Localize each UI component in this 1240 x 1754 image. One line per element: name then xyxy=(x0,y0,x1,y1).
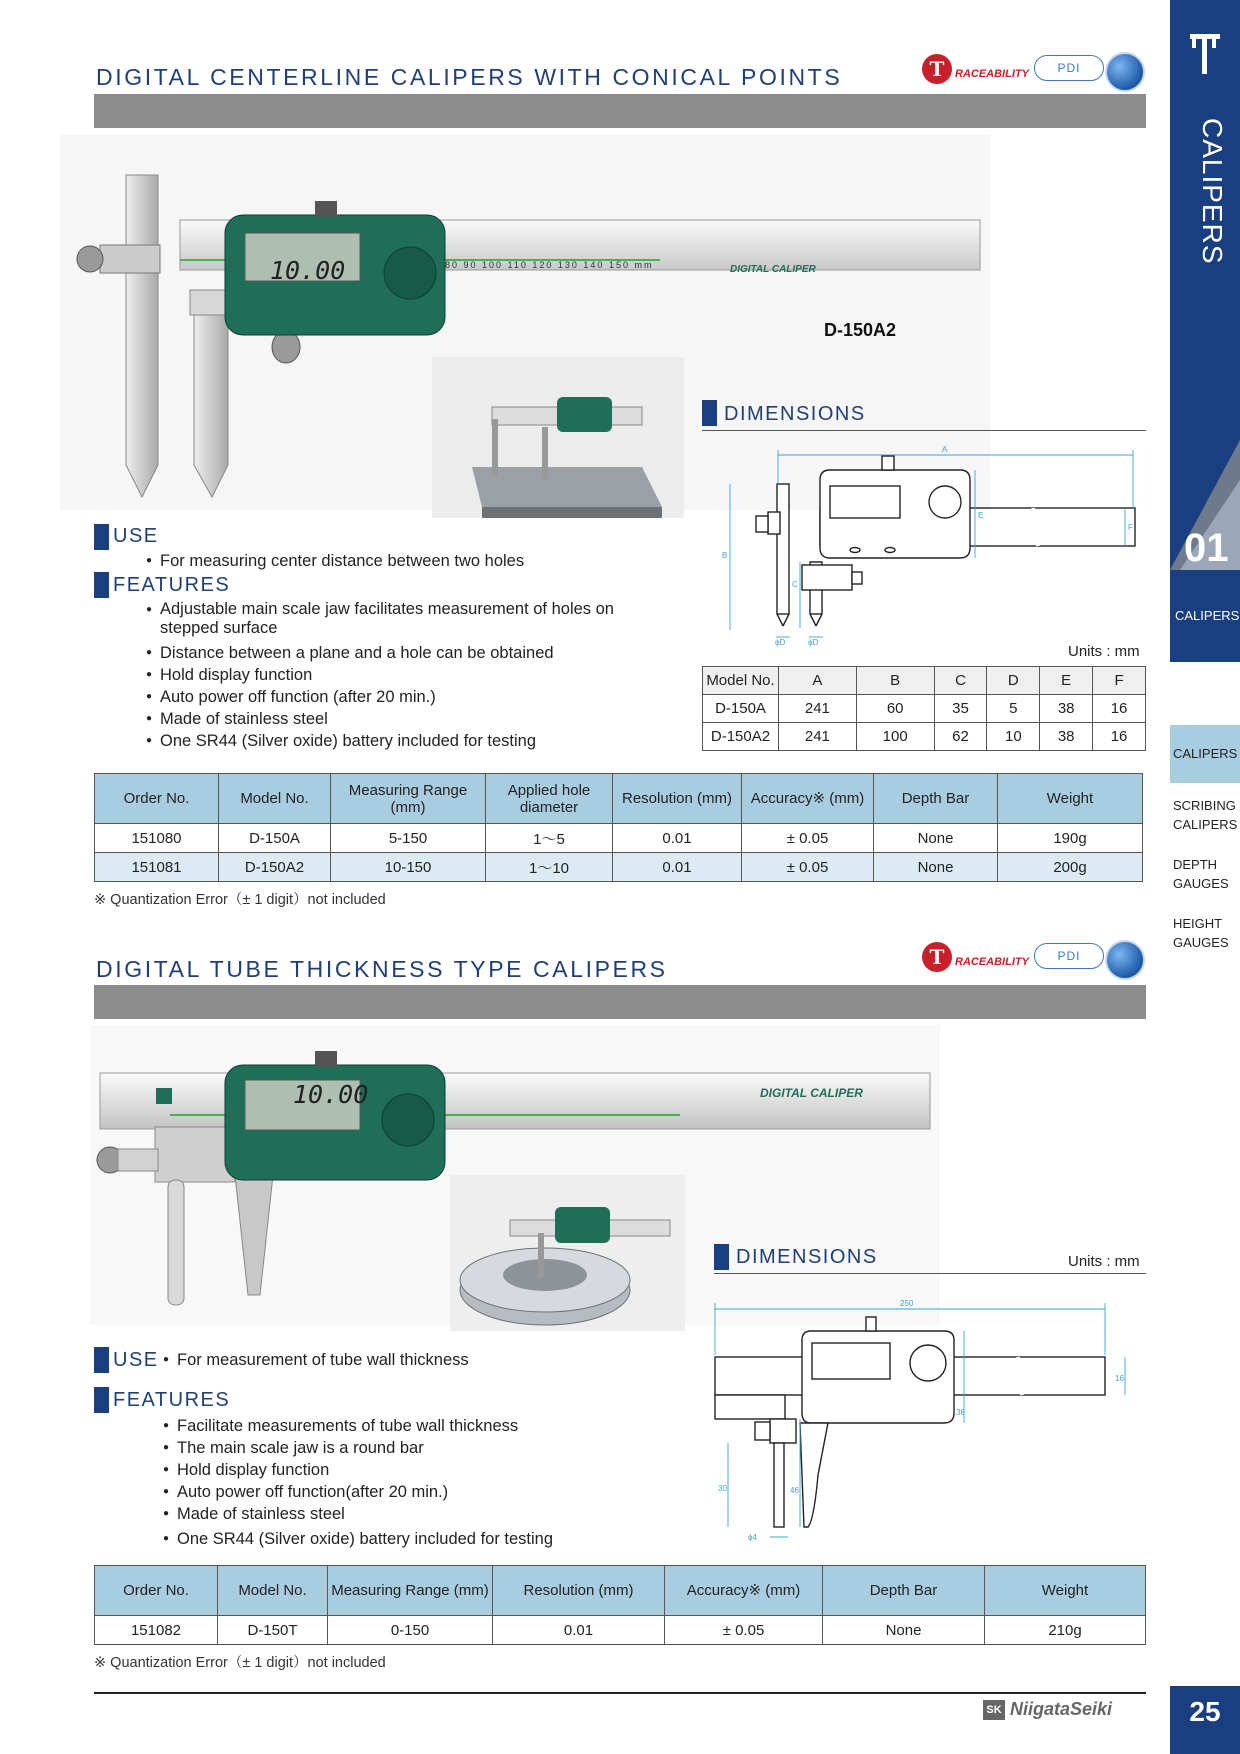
use-item: ● For measuring center distance between two holes xyxy=(146,550,586,572)
table-row xyxy=(95,853,1143,882)
application-photo-2 xyxy=(450,1175,685,1331)
dims-header: F xyxy=(1093,667,1146,695)
dimensions-rule-1 xyxy=(702,430,1146,431)
table-row xyxy=(95,1616,1146,1645)
dimensions-mark-2 xyxy=(714,1244,729,1270)
brand-logo-mark: SK xyxy=(983,1700,1005,1720)
section1-bar xyxy=(94,94,1146,128)
spec-header: Accuracy※ (mm) xyxy=(742,774,874,824)
spec-cell: 210g xyxy=(985,1616,1146,1645)
dim-label-250: 250 xyxy=(900,1299,914,1308)
globe-icon xyxy=(1105,940,1145,980)
dim-label-38: 38 xyxy=(956,1408,965,1417)
spec-cell: 200g xyxy=(998,853,1143,882)
spec-cell: 151080 xyxy=(95,824,219,853)
spec-cell: 0.01 xyxy=(493,1616,665,1645)
spec-header-row xyxy=(95,1566,1146,1616)
section2-scale-brand: DIGITAL CALIPER xyxy=(760,1086,863,1100)
spec-header: Order No. xyxy=(95,774,219,824)
spec-header: Weight xyxy=(985,1566,1146,1616)
spec-cell: 10-150 xyxy=(331,853,486,882)
use-list-2 xyxy=(163,1349,603,1371)
section1-lcd-reading: 10.00 xyxy=(270,256,346,285)
spec-cell: 151082 xyxy=(95,1616,218,1645)
feature-item: ● Adjustable main scale jaw facilitates measurement of holes on stepped surface xyxy=(146,600,626,638)
spec-cell: ± 0.05 xyxy=(742,824,874,853)
dimensions-heading-2: DIMENSIONS xyxy=(736,1246,878,1268)
feature-item: ● Hold display function xyxy=(146,664,626,686)
feature-item: ● The main scale jaw is a round bar xyxy=(163,1437,663,1459)
spec-header: Accuracy※ (mm) xyxy=(665,1566,823,1616)
dims-cell: D-150A xyxy=(703,695,779,723)
features-mark-1 xyxy=(94,572,109,598)
use-heading-1: USE xyxy=(113,525,159,547)
section2-title: DIGITAL TUBE THICKNESS TYPE CALIPERS xyxy=(96,956,668,982)
section2-bar xyxy=(94,985,1146,1019)
section1-scale-numbers: 80 90 100 110 120 130 140 150 mm xyxy=(445,260,654,270)
spec-header: Order No. xyxy=(95,1566,218,1616)
spec-header: Measuring Range (mm) xyxy=(331,774,486,824)
page-number-box xyxy=(1170,1686,1240,1754)
page-number: 25 xyxy=(1189,1696,1221,1727)
chapter-label: CALIPERS xyxy=(1175,608,1240,623)
traceability-text: RACEABILITY xyxy=(955,956,1029,968)
use-list-1 xyxy=(146,550,586,572)
nav-scribing-calipers[interactable]: SCRIBING CALIPERS xyxy=(1173,798,1238,832)
spec-header: Resolution (mm) xyxy=(493,1566,665,1616)
dimension-diagram-2 xyxy=(700,1295,1145,1550)
dims-header: D xyxy=(987,667,1040,695)
dims-header: Model No. xyxy=(703,667,779,695)
chapter-number: 01 xyxy=(1184,526,1229,570)
spec-cell: 0-150 xyxy=(328,1616,493,1645)
dims-cell: 16 xyxy=(1093,723,1146,751)
features-heading-2: FEATURES xyxy=(113,1389,231,1411)
dimensions-mark-1 xyxy=(702,400,717,426)
units-label-1: Units : mm xyxy=(1068,643,1140,660)
spec-cell: 190g xyxy=(998,824,1143,853)
dim-label-f: F xyxy=(1128,523,1133,532)
certification-badges xyxy=(922,52,1147,94)
dims-cell: 241 xyxy=(779,695,857,723)
caliper-icon xyxy=(1188,30,1222,78)
spec-header: Depth Bar xyxy=(874,774,998,824)
dim-label-d1: ϕD xyxy=(775,638,786,647)
pdi-badge: PDI xyxy=(1034,943,1104,969)
spec-table-2 xyxy=(94,1565,1146,1645)
traceability-text: RACEABILITY xyxy=(955,68,1029,80)
section1-scale-brand: DIGITAL CALIPER xyxy=(730,264,816,275)
feature-item: ● One SR44 (Silver oxide) battery included for testing xyxy=(146,730,626,752)
dims-row xyxy=(703,723,1146,751)
dims-header: A xyxy=(779,667,857,695)
spec-cell: D-150A xyxy=(219,824,331,853)
dim-label-d2: ϕD xyxy=(808,638,819,647)
dimensions-table xyxy=(702,666,1146,751)
spec-header: Model No. xyxy=(219,774,331,824)
dims-cell: 100 xyxy=(856,723,934,751)
spec-cell: 5-150 xyxy=(331,824,486,853)
nav-calipers: CALIPERS xyxy=(1173,746,1238,761)
units-label-2: Units : mm xyxy=(1068,1253,1140,1270)
spec-cell: D-150T xyxy=(218,1616,328,1645)
quantization-note-2: ※ Quantization Error（± 1 digit）not included xyxy=(94,1655,386,1671)
feature-item: ● Made of stainless steel xyxy=(146,708,626,730)
certification-badges-2 xyxy=(922,940,1147,982)
traceability-icon: T xyxy=(922,942,952,972)
dims-cell: 241 xyxy=(779,723,857,751)
dim-label-16: 16 xyxy=(1115,1374,1124,1383)
dims-header: E xyxy=(1040,667,1093,695)
sidebar-nav-active[interactable] xyxy=(1170,725,1240,783)
dim-label-a: A xyxy=(942,445,948,454)
feature-item: ● Facilitate measurements of tube wall thickness xyxy=(163,1415,663,1437)
use-heading-2: USE xyxy=(113,1349,159,1371)
spec-cell: ± 0.05 xyxy=(665,1616,823,1645)
spec-cell: None xyxy=(874,824,998,853)
feature-item: ● Distance between a plane and a hole can be obtained xyxy=(146,642,626,664)
globe-icon xyxy=(1105,52,1145,92)
dimensions-heading-1: DIMENSIONS xyxy=(724,403,866,425)
nav-height-gauges[interactable]: HEIGHT GAUGES xyxy=(1173,916,1229,950)
dims-cell: 5 xyxy=(987,695,1040,723)
spec-header: Model No. xyxy=(218,1566,328,1616)
footer-rule xyxy=(94,1692,1146,1694)
dim-label-c: C xyxy=(792,580,798,589)
application-photo-1 xyxy=(432,357,684,518)
dimensions-rule-2 xyxy=(714,1273,1146,1274)
feature-item: ● Auto power off function(after 20 min.) xyxy=(163,1481,663,1503)
dim-label-46: 46 xyxy=(790,1486,799,1495)
dims-cell: 16 xyxy=(1093,695,1146,723)
feature-item: ● Made of stainless steel xyxy=(163,1503,663,1525)
nav-depth-gauges[interactable]: DEPTH GAUGES xyxy=(1173,857,1229,891)
sidebar-tab xyxy=(1170,0,1240,662)
dims-cell: 38 xyxy=(1040,723,1093,751)
dims-header: C xyxy=(934,667,987,695)
features-list-1 xyxy=(146,600,626,752)
spec-cell: None xyxy=(823,1616,985,1645)
dims-cell: D-150A2 xyxy=(703,723,779,751)
dim-label-e: E xyxy=(978,511,984,520)
brand-logo: NiigataSeiki xyxy=(1010,1699,1113,1719)
dims-header: B xyxy=(856,667,934,695)
section2-lcd-reading: 10.00 xyxy=(293,1080,369,1109)
spec-cell: 151081 xyxy=(95,853,219,882)
spec-header: Weight xyxy=(998,774,1143,824)
spec-header: Measuring Range (mm) xyxy=(328,1566,493,1616)
section1-title: DIGITAL CENTERLINE CALIPERS WITH CONICAL POINTS xyxy=(96,64,843,90)
photo-model-label: D-150A2 xyxy=(824,320,897,340)
dimension-diagram-1 xyxy=(720,440,1145,650)
features-heading-1: FEATURES xyxy=(113,574,231,596)
use-mark-2 xyxy=(94,1347,109,1373)
dims-cell: 62 xyxy=(934,723,987,751)
spec-table-1 xyxy=(94,773,1143,882)
feature-item: ● Auto power off function (after 20 min.) xyxy=(146,686,626,708)
spec-header: Depth Bar xyxy=(823,1566,985,1616)
sidebar-vertical-title: CALIPERS xyxy=(1197,118,1228,265)
feature-item: ● Hold display function xyxy=(163,1459,663,1481)
spec-cell: 0.01 xyxy=(613,853,742,882)
spec-header-row xyxy=(95,774,1143,824)
spec-cell: ± 0.05 xyxy=(742,853,874,882)
use-mark-1 xyxy=(94,524,109,550)
spec-header: Applied hole diameter xyxy=(486,774,613,824)
quantization-note-1: ※ Quantization Error（± 1 digit）not included xyxy=(94,892,386,908)
use-item: ● For measurement of tube wall thickness xyxy=(163,1349,603,1371)
dims-cell: 38 xyxy=(1040,695,1093,723)
spec-cell: 0.01 xyxy=(613,824,742,853)
features-list-2 xyxy=(163,1415,663,1550)
features-mark-2 xyxy=(94,1387,109,1413)
table-row xyxy=(95,824,1143,853)
dim-label-30: 30 xyxy=(718,1484,727,1493)
dims-row xyxy=(703,695,1146,723)
dims-header-row xyxy=(703,667,1146,695)
spec-cell: 1～10 xyxy=(486,853,613,882)
feature-item: ● One SR44 (Silver oxide) battery included for testing xyxy=(163,1528,663,1550)
spec-cell: D-150A2 xyxy=(219,853,331,882)
spec-cell: None xyxy=(874,853,998,882)
pdi-badge: PDI xyxy=(1034,55,1104,81)
dim-label-phi4: ϕ4 xyxy=(748,1533,757,1542)
spec-header: Resolution (mm) xyxy=(613,774,742,824)
traceability-icon: T xyxy=(922,54,952,84)
spec-cell: 1～5 xyxy=(486,824,613,853)
dims-cell: 10 xyxy=(987,723,1040,751)
dims-cell: 60 xyxy=(856,695,934,723)
dims-cell: 35 xyxy=(934,695,987,723)
dim-label-b: B xyxy=(722,551,728,560)
